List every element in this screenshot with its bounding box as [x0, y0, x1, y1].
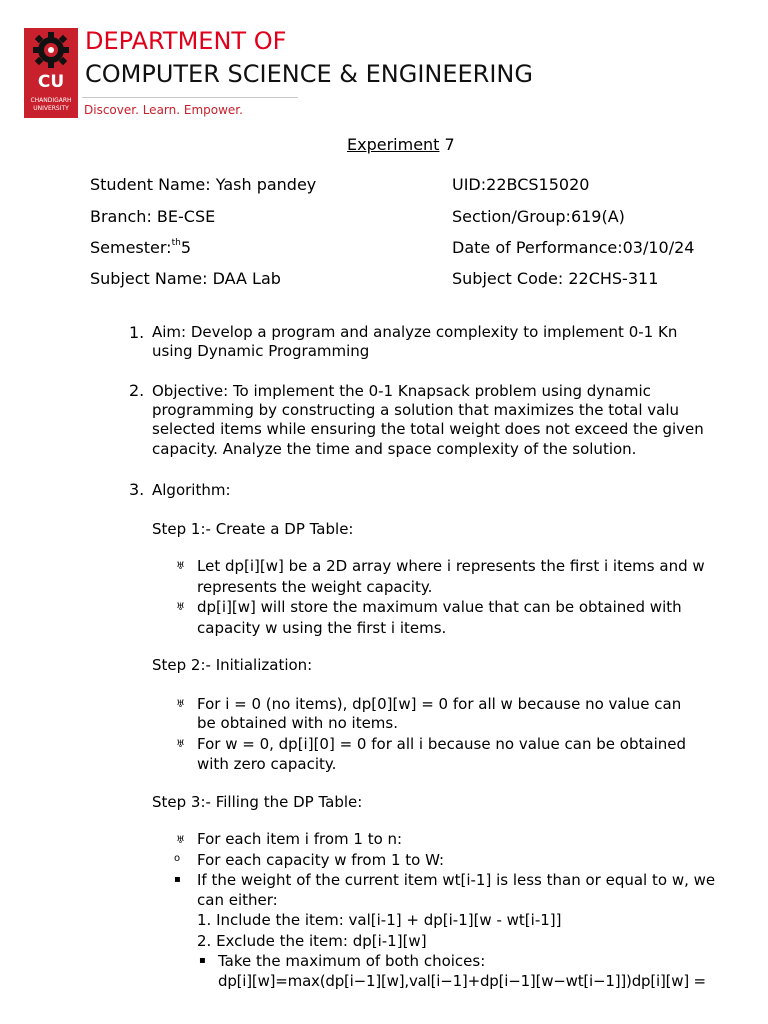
list-number-2: 2. [129, 381, 145, 400]
step2-heading: Step 2:- Initialization: [152, 656, 313, 674]
step3-heading: Step 3:- Filling the DP Table: [152, 793, 363, 811]
header-divider [82, 97, 298, 98]
square-bullet-icon: ▪ [174, 874, 181, 885]
bullet-icon: ♅ [176, 602, 185, 613]
experiment-number: 7 [444, 135, 455, 154]
objective-text-3: selected items while ensuring the total weight does not exceed the given [152, 420, 704, 438]
subject-code: Subject Code: 22CHS-311 [452, 269, 659, 288]
list-number-1: 1. [129, 323, 145, 342]
university-logo [24, 28, 78, 118]
step3-formula: dp[i][w]=max(dp[i−1][w],val[i−1]+dp[i−1][w−wt[i−1]])dp[i][w] = [218, 972, 706, 990]
student-name: Student Name: Yash pandey [90, 175, 317, 194]
step1-bullet2: dp[i][w] will store the maximum value that can be obtained with [197, 598, 682, 616]
objective-text-4: capacity. Analyze the time and space complexity of the solution. [152, 440, 637, 458]
algorithm-heading: Algorithm: [152, 481, 231, 499]
step3-bullet4: Take the maximum of both choices: [218, 952, 486, 970]
step2-bullet1: For i = 0 (no items), dp[0][w] = 0 for all w because no value can [197, 695, 682, 713]
aim-text-cont: using Dynamic Programming [152, 342, 370, 360]
semester-superscript: th [171, 238, 181, 248]
step3-bullet1: For each item i from 1 to n: [197, 830, 403, 848]
experiment-label: Experiment [347, 135, 440, 154]
circle-bullet-icon: o [174, 853, 181, 864]
bullet-icon: ♅ [176, 561, 185, 572]
step3-numbered-2: 2. Exclude the item: dp[i-1][w] [197, 932, 427, 950]
uid: UID:22BCS15020 [452, 175, 590, 194]
step1-bullet1-cont: represents the weight capacity. [197, 578, 433, 596]
department-title-line2: COMPUTER SCIENCE & ENGINEERING [85, 60, 533, 88]
logo-cu-text: CU [37, 72, 65, 92]
aim-text: Aim: Develop a program and analyze complexity to implement 0-1 Kn [152, 323, 678, 341]
department-title-line1: DEPARTMENT OF [85, 27, 287, 55]
step2-bullet2: For w = 0, dp[i][0] = 0 for all i because no value can be obtained [197, 735, 686, 753]
branch: Branch: BE-CSE [90, 207, 216, 226]
bullet-icon: ♅ [176, 699, 185, 710]
objective-text: Objective: To implement the 0-1 Knapsack problem using dynamic [152, 382, 651, 400]
subject-name: Subject Name: DAA Lab [90, 269, 281, 288]
section-group: Section/Group:619(A) [452, 207, 625, 226]
step1-heading: Step 1:- Create a DP Table: [152, 520, 354, 538]
objective-text-2: programming by constructing a solution that maximizes the total valu [152, 401, 680, 419]
step3-bullet3: If the weight of the current item wt[i-1] is less than or equal to w, we [197, 871, 716, 889]
step3-numbered-1: 1. Include the item: val[i-1] + dp[i-1][w - wt[i-1]] [197, 911, 562, 929]
step1-bullet2-cont: capacity w using the first i items. [197, 619, 447, 637]
step3-bullet2: For each capacity w from 1 to W: [197, 851, 445, 869]
step2-bullet1-cont: be obtained with no items. [197, 714, 398, 732]
bullet-icon: ♅ [176, 835, 185, 846]
step1-bullet1: Let dp[i][w] be a 2D array where i represents the first i items and w [197, 557, 705, 575]
logo-university-text: CHANDIGARH UNIVERSITY [30, 97, 72, 112]
step2-bullet2-cont: with zero capacity. [197, 755, 337, 773]
experiment-heading [347, 135, 455, 154]
list-number-3: 3. [129, 480, 145, 499]
date-of-performance: Date of Performance:03/10/24 [452, 238, 695, 257]
square-bullet-icon: ▪ [199, 955, 206, 966]
semester: Semester:$^{th}$5 [90, 238, 191, 257]
tagline: Discover. Learn. Empower. [84, 103, 243, 117]
step3-bullet3-cont: can either: [197, 891, 278, 909]
bullet-icon: ♅ [176, 739, 185, 750]
